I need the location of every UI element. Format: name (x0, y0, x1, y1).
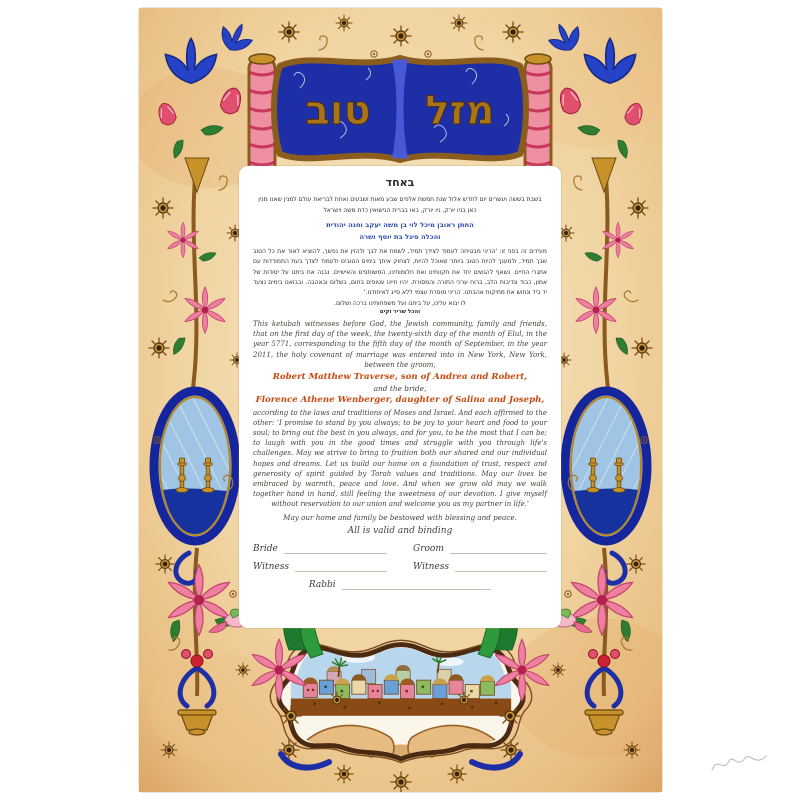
signature-row-3 (309, 580, 491, 590)
bride-signature (253, 544, 387, 554)
hebrew-closing-line: לו יבוא עלינו, על ביתנו ועל משפחותינו ברכה ושלום. (334, 300, 466, 308)
mazel-tov-banner (249, 54, 551, 178)
scroll-roller-right (525, 54, 551, 178)
groom-signature-line (450, 544, 547, 554)
artist-signature (708, 748, 772, 778)
signature-row-2 (253, 562, 547, 572)
witness1-signature (253, 562, 387, 572)
hebrew-validity-line: והכל שריר וקים (379, 309, 421, 316)
text-panel (239, 166, 561, 628)
witness2-signature-line (455, 562, 547, 572)
bride-intro: and the bride, (373, 383, 427, 393)
bride-signature-line (284, 544, 387, 554)
rabbi-label: Rabbi (308, 580, 336, 591)
scroll-roller-left (249, 54, 275, 178)
english-opening: This ketubah witnesses before God, the Jewish community, family and friends, that on the first day of the week, the twenty-sixth day of the month of Elul, in the year 5771, corresponding to the fifth day of the month of September, in the year 2011, the holy covenant of marriage was entered into in New York, New York, between the groom, (253, 320, 547, 369)
rabbi-signature (309, 580, 491, 590)
witness1-label: Witness (253, 562, 289, 573)
witness1-signature-line (295, 562, 387, 572)
witness2-signature (413, 562, 547, 572)
groom-signature (413, 544, 547, 554)
signature-row-1 (253, 544, 547, 554)
hebrew-vows: מעידים זה בפני זו: 'הריני מבטיחה לעמוד לצידך תמיד, לשמח את לבך ולהזין את נפשך, להוציא לאור את כל הטוב שבך תמיד, ולמענך להיות הטוב ביותר שאוכל להיות, לצחוק איתך בימים הטובים ולעמוד לצדך בעת התמודדות עם אתגרי החיים. נשאף להגשים יחד את תקוותינו ואת חלומותינו, המשותפים והאישיים. נבנה את ביתנו על יסודות של אמון, כבוד ונדיבות הלב, ברוח ערכי התורה והמסורת. יהיו חיינו עטופים בחום, בשלום ובאהבה. ובבואנו בימים נצעד יד ביד ונחוש את מתיקות אהבתנו. הריני מוסרת עצמי ללא סייג לאיחודנו.' (253, 248, 548, 296)
bride-name: Florence Athene Wenberger, daughter of Salina and Joseph, (255, 394, 545, 405)
rabbi-signature-line (342, 580, 492, 590)
english-vows: according to the laws and traditions of Moses and Israel. And each affirmed to the other: 'I promise to stand by you always; to be joy to your heart and food to your soul; to bring out the best in you always, and for you, to be the most that I can be; to laugh with you in the good times and struggle with you through life's challenges. May we strive to bring to fruition both our shared and our individual hopes and dreams. Let us build our home on a foundation of trust, respect and generosity of spirit guided by Torah values and traditions. May our lives be embraced by warmth, peace and love. And when we grow old may we walk together hand in hand, still feeling the sweetness of our devotion. I give myself without reservation to our union and welcome you as my partner in life.' (253, 408, 547, 509)
ketubah-artwork (139, 8, 662, 792)
hebrew-bride-line: והכלה פיגל בת יוסף ושרה (359, 233, 441, 242)
witness2-label: Witness (413, 562, 449, 573)
jerusalem-scene (270, 640, 531, 767)
hebrew-intro: בשבת בששה ועשרים יום לחדש אלול שנת חמשת אלפים שבע מאות ושבעים ואחת לבריאת עולם למנין שאנו מנין כאן בניו יורק, ניו יורק, באו בברית הנישואין כדת משה וישראל (258, 196, 542, 215)
svg-text:טוב: טוב (305, 88, 371, 134)
groom-name: Robert Matthew Traverse, son of Andrea and Robert, (272, 371, 528, 382)
groom-label: Groom (413, 544, 444, 555)
hebrew-heading: באחד (385, 176, 415, 189)
validity-line: All is valid and binding (347, 526, 453, 537)
svg-text:מזל: מזל (425, 88, 495, 134)
bride-label: Bride (253, 544, 278, 555)
hebrew-groom-line: החתן ראובן מיכל לוי בן משה יעקב וחנה יהודית (326, 220, 474, 229)
blessing-line: May our home and family be bestowed with blessing and peace. (283, 513, 517, 523)
